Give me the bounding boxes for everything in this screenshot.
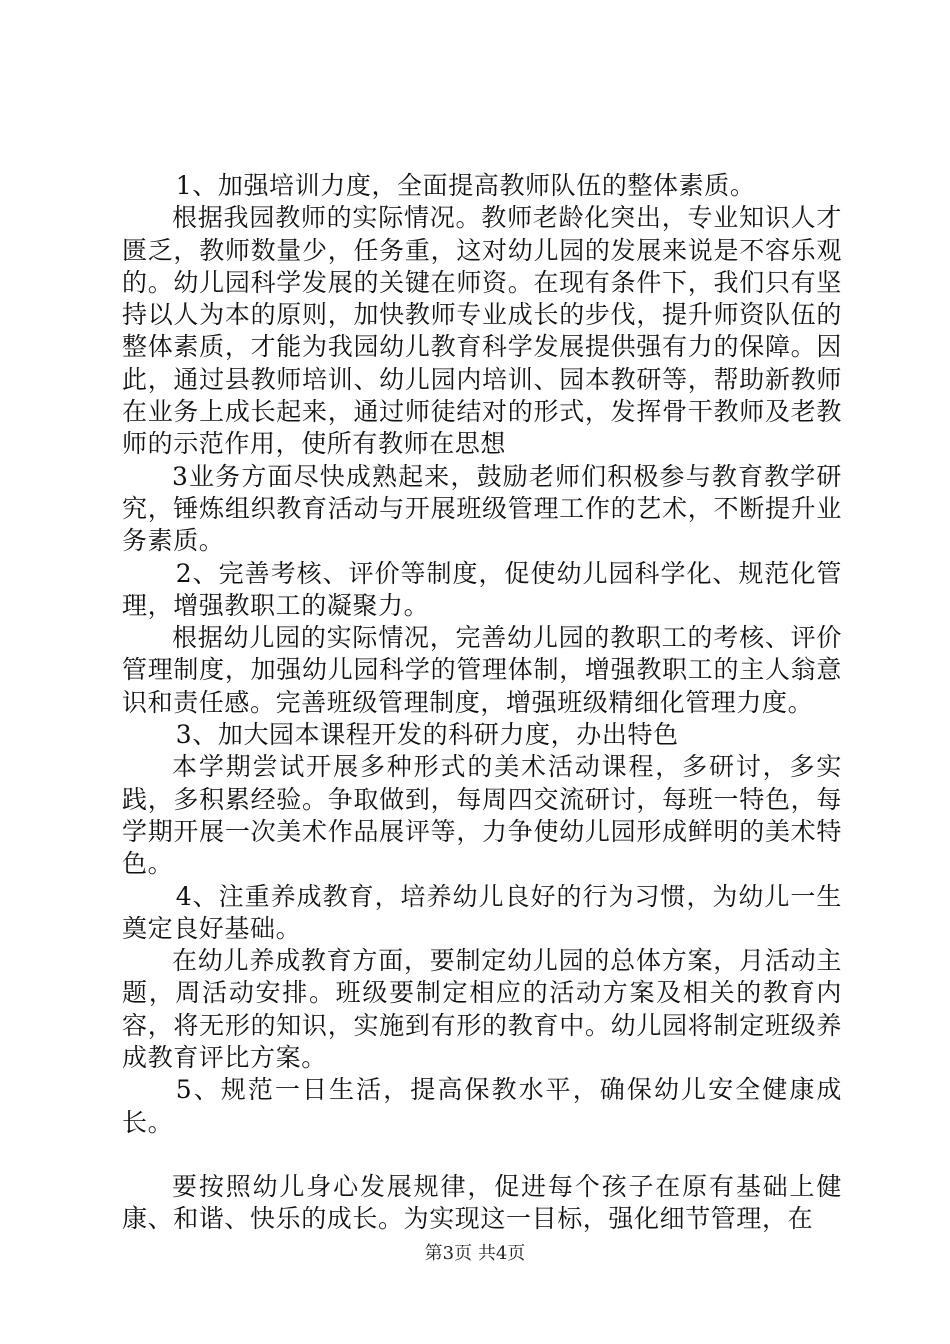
body-paragraph: 本学期尝试开展多种形式的美术活动课程，多研讨，多实践，多积累经验。争取做到，每周四交流研讨，每班一特色，每学期开展一次美术作品展评等，力争使幼儿园形成鲜明的美术特色。 [122, 752, 842, 879]
section-heading-1: 1、加强培训力度，全面提高教师队伍的整体素质。 [175, 171, 756, 200]
section-heading-4: 4、注重养成教育，培养幼儿良好的行为习惯，为幼儿一生奠定良好基础。 [122, 881, 842, 943]
section-heading-2: 2、完善考核、评价等制度，促使幼儿园科学化、规范化管理，增强教职工的凝聚力。 [122, 558, 842, 620]
body-paragraph: 根据幼儿园的实际情况，完善幼儿园的教职工的考核、评价管理制度，加强幼儿园科学的管理体制，增强教职工的主人翁意识和责任感。完善班级管理制度，增强班级精细化管理力度。 [122, 623, 842, 717]
body-paragraph: 在幼儿养成教育方面，要制定幼儿园的总体方案，月活动主题，周活动安排。班级要制定相应的活动方案及相关的教育内容，将无形的知识，实施到有形的教育中。幼儿园将制定班级养成教育评比方案。 [122, 946, 842, 1073]
paragraph-gap [122, 1139, 842, 1171]
document-body [122, 170, 842, 1236]
section-heading-3: 3、加大园本课程开发的科研力度，办出特色 [175, 720, 679, 750]
body-paragraph: 要按照幼儿身心发展规律，促进每个孩子在原有基础上健康、和谐、快乐的成长。为实现这一目标，强化细节管理，在 [122, 1171, 842, 1234]
page-footer: 第3页 共4页 [424, 1243, 526, 1264]
body-paragraph: 3业务方面尽快成熟起来，鼓励老师们积极参与教育教学研究，锤炼组织教育活动与开展班级管理工作的艺术，不断提升业务素质。 [122, 461, 842, 556]
body-paragraph: 根据我园教师的实际情况。教师老龄化突出，专业知识人才匮乏，教师数量少，任务重，这对幼儿园的发展来说是不容乐观的。幼儿园科学发展的关键在师资。在现有条件下，我们只有坚持以人为本的原则，加快教师专业成长的步伐，提升师资队伍的整体素质，才能为我园幼儿教育科学发展提供强有力的保障。因此，通过县教师培训、幼儿园内培训、园本教研等，帮助新教师在业务上成长起来，通过师徒结对的形式，发挥骨干教师及老教师的示范作用，使所有教师在思想 [122, 203, 842, 459]
section-heading-5: 5、规范一日生活，提高保教水平，确保幼儿安全健康成长。 [122, 1075, 842, 1137]
